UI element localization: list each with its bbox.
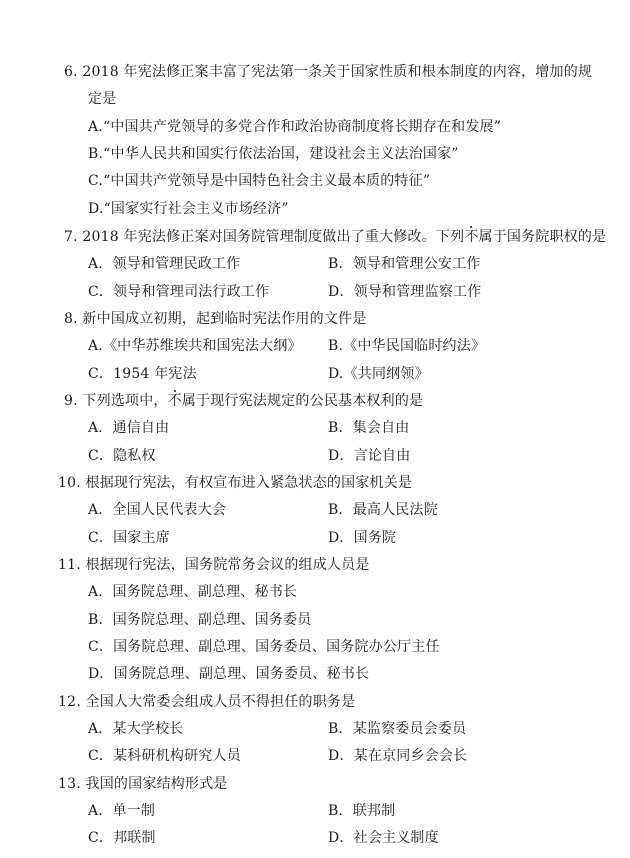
- question-11-option-a: A．国务院总理、副总理、秘书长: [88, 584, 298, 600]
- question-6-stem: [64, 62, 592, 82]
- question-11-stem: [58, 555, 370, 575]
- question-text-rest: 属于现行宪法规定的公民基本权利的是: [181, 393, 424, 409]
- question-7-option-b: B．领导和管理公安工作: [328, 256, 481, 272]
- question-6-option-b: B.“中华人民共和国实行依法治国，建设社会主义法治国家”: [88, 146, 459, 162]
- question-6-option-c: C.“中国共产党领导是中国特色社会主义最本质的特征”: [88, 173, 431, 189]
- question-text-rest: 属于国务院职权的是: [478, 229, 607, 245]
- question-text: 2018 年宪法修正案丰富了宪法第一条关于国家性质和根本制度的内容，增加的规: [82, 64, 593, 80]
- question-10-option-d: D．国务院: [328, 530, 397, 546]
- question-8-option-c: C．1954 年宪法: [88, 366, 197, 382]
- question-text: 根据现行宪法，有权宣布进入紧急状态的国家机关是: [85, 475, 413, 491]
- question-6-stem-cont: 定是: [88, 91, 117, 107]
- question-9-stem: [64, 391, 423, 411]
- question-11-option-d: D．国务院总理、副总理、国务委员、秘书长: [88, 666, 370, 682]
- question-10-option-c: C．国家主席: [88, 530, 170, 546]
- question-number: 11.: [58, 557, 81, 573]
- question-8-option-a: A.《中华苏维埃共和国宪法大纲》: [88, 338, 302, 354]
- question-number: 8.: [64, 311, 78, 327]
- question-11-option-b: B．国务院总理、副总理、国务委员: [88, 612, 312, 628]
- question-13-option-c: C．邦联制: [88, 830, 156, 846]
- question-9-option-a: A．通信自由: [88, 420, 170, 436]
- question-text: 2018 年宪法修正案对国务院管理制度做出了重大修改。下列: [82, 229, 465, 245]
- question-10-option-b: B．最高人民法院: [328, 502, 438, 518]
- question-13-option-a: A．单一制: [88, 803, 156, 819]
- question-12-option-b: B．某监察委员会委员: [328, 721, 467, 737]
- question-6-option-a: A.“中国共产党领导的多党合作和政治协商制度将长期存在和发展”: [88, 119, 502, 135]
- question-number: 10.: [58, 475, 81, 491]
- question-text: 下列选项中，: [82, 393, 168, 409]
- question-number: 12.: [58, 694, 81, 710]
- question-13-option-d: D．社会主义制度: [328, 830, 439, 846]
- question-text: 新中国成立初期，起到临时宪法作用的文件是: [82, 311, 367, 327]
- question-12-option-c: C．某科研机构研究人员: [88, 748, 241, 764]
- question-number: 13.: [58, 776, 81, 792]
- question-10-option-a: A．全国人民代表大会: [88, 502, 227, 518]
- question-7-option-c: C．领导和管理司法行政工作: [88, 284, 270, 300]
- question-text: 全国人大常委会组成人员不得担任的职务是: [85, 694, 356, 710]
- question-13-option-b: B．联邦制: [328, 803, 396, 819]
- question-10-stem: [58, 473, 412, 493]
- question-12-option-d: D．某在京同乡会会长: [328, 748, 468, 764]
- question-9-option-b: B．集会自由: [328, 420, 410, 436]
- question-text: 根据现行宪法，国务院常务会议的组成人员是: [85, 557, 370, 573]
- question-13-stem: [58, 774, 228, 794]
- emphasis-mark: 不: [464, 229, 479, 245]
- question-number: 9.: [64, 393, 78, 409]
- question-8-option-d: D.《共同纲领》: [328, 366, 429, 382]
- question-12-stem: [58, 692, 355, 712]
- question-9-option-d: D．言论自由: [328, 448, 411, 464]
- question-number: 7.: [64, 229, 78, 245]
- question-8-stem: [64, 309, 366, 329]
- question-number: 6.: [64, 64, 78, 80]
- question-7-option-d: D．领导和管理监察工作: [328, 284, 482, 300]
- question-7-stem: [64, 227, 606, 247]
- question-11-option-c: C．国务院总理、副总理、国务委员、国务院办公厅主任: [88, 639, 440, 655]
- emphasis-mark: 不: [167, 393, 182, 409]
- question-9-option-c: C．隐私权: [88, 448, 156, 464]
- question-8-option-b: B.《中华民国临时约法》: [328, 338, 486, 354]
- question-text: 我国的国家结构形式是: [85, 776, 228, 792]
- question-12-option-a: A．某大学校长: [88, 721, 184, 737]
- question-7-option-a: A．领导和管理民政工作: [88, 256, 241, 272]
- question-6-option-d: D.“国家实行社会主义市场经济”: [88, 201, 289, 217]
